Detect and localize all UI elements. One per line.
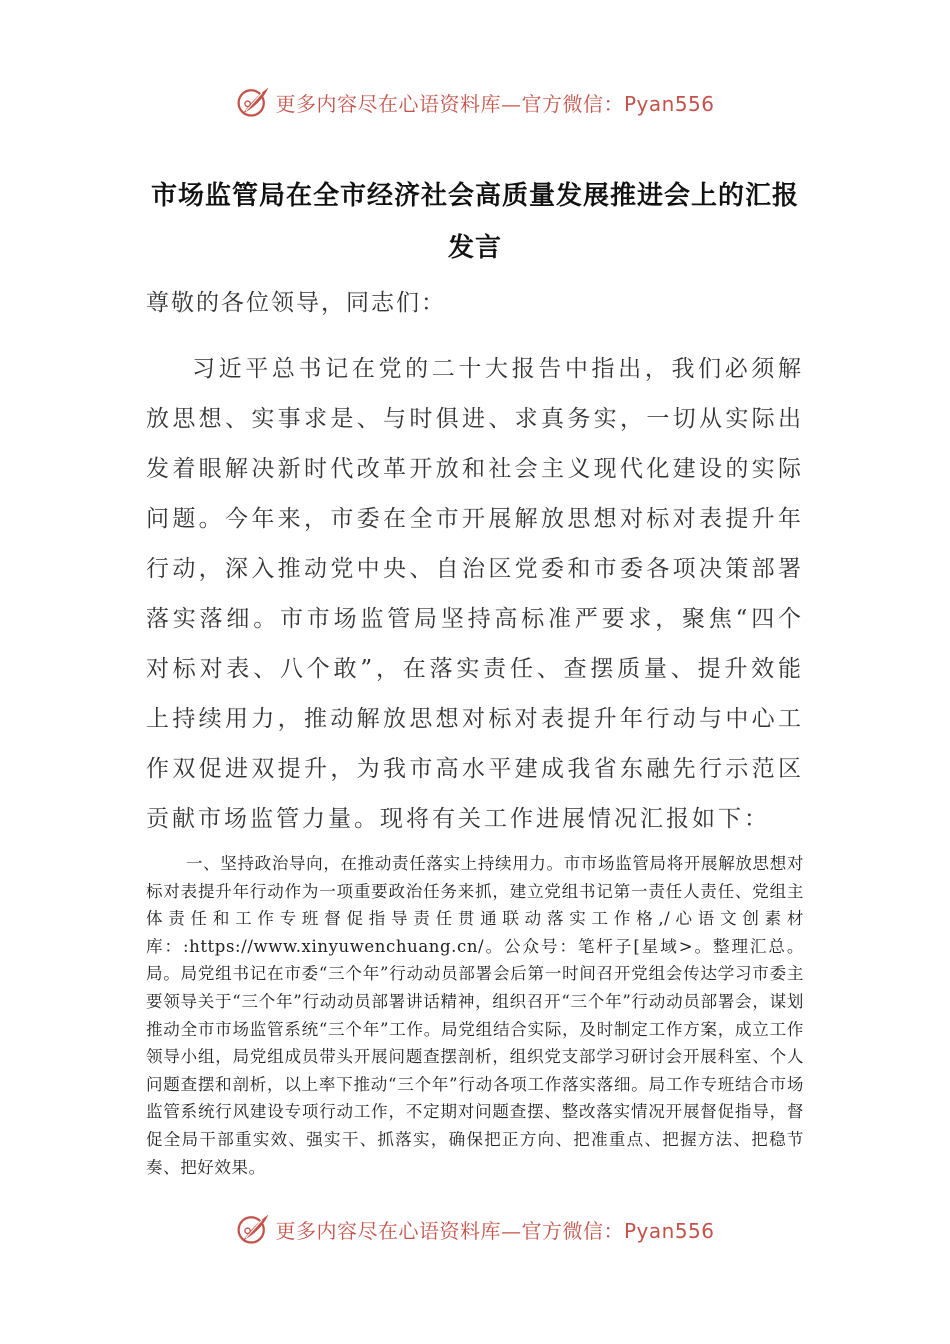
watermark-wechat-id: Pyan556	[623, 1218, 715, 1243]
watermark-banner-top	[0, 80, 950, 124]
section-1-paragraph: 一、坚持政治导向，在推动责任落实上持续用力。市市场监管局将开展解放思想对标对表提升年行动作为一项重要政治任务来抓，建立党组书记第一责任人责任、党组主体责任和工作专班督促指导责任贯通联动落实工作格,/心语文创素材库：:https://www.xinyuwenchuang.cn/。公众号：笔杆子[星域>。整理汇总。局。局党组书记在市委“三个年”行动动员部署会后第一时间召开党组会传达学习市委主要领导关于“三个年”行动动员部署讲话精神，组织召开“三个年”行动动员部署会，谋划推动全市市场监管系统“三个年”工作。局党组结合实际，及时制定工作方案，成立工作领导小组，局党组成员带头开展问题查摆剖析，组织党支部学习研讨会开展科室、个人问题查摆和剖析，以上率下推动“三个年”行动各项工作落实落细。局工作专班结合市场监管系统行风建设专项行动工作，不定期对问题查摆、整改落实情况开展督促指导，督促全局干部重实效、强实干、抓落实，确保把正方向、把准重点、把握方法、把稳节奏、把好效果。	[146, 854, 804, 1177]
quill-logo-icon	[235, 84, 271, 120]
watermark-wechat-id: Pyan556	[623, 91, 715, 116]
watermark-banner-bottom	[0, 1207, 950, 1251]
intro-paragraph: 习近平总书记在党的二十大报告中指出，我们必须解放思想、实事求是、与时俱进、求真务实，一切从实际出发着眼解决新时代改革开放和社会主义现代化建设的实际问题。今年来，市委在全市开展解放思想对标对表提升年行动，深入推动党中央、自治区党委和市委各项决策部署落实落细。市市场监管局坚持高标准严要求，聚焦“四个对标对表、八个敢”，在落实责任、查摆质量、提升效能上持续用力，推动解放思想对标对表提升年行动与中心工作双促进双提升，为我市高水平建成我省东融先行示范区贡献市场监管力量。现将有关工作进展情况汇报如下：	[146, 356, 804, 832]
watermark-text	[275, 88, 714, 117]
watermark-text	[275, 1215, 714, 1244]
watermark-label: 更多内容尽在心语资料库—官方微信：	[275, 1218, 624, 1243]
watermark-label: 更多内容尽在心语资料库—官方微信：	[275, 91, 624, 116]
salutation: 尊敬的各位领导，同志们：	[146, 290, 446, 316]
quill-logo-icon	[235, 1211, 271, 1247]
document-title: 市场监管局在全市经济社会高质量发展推进会上的汇报发言	[150, 181, 799, 263]
